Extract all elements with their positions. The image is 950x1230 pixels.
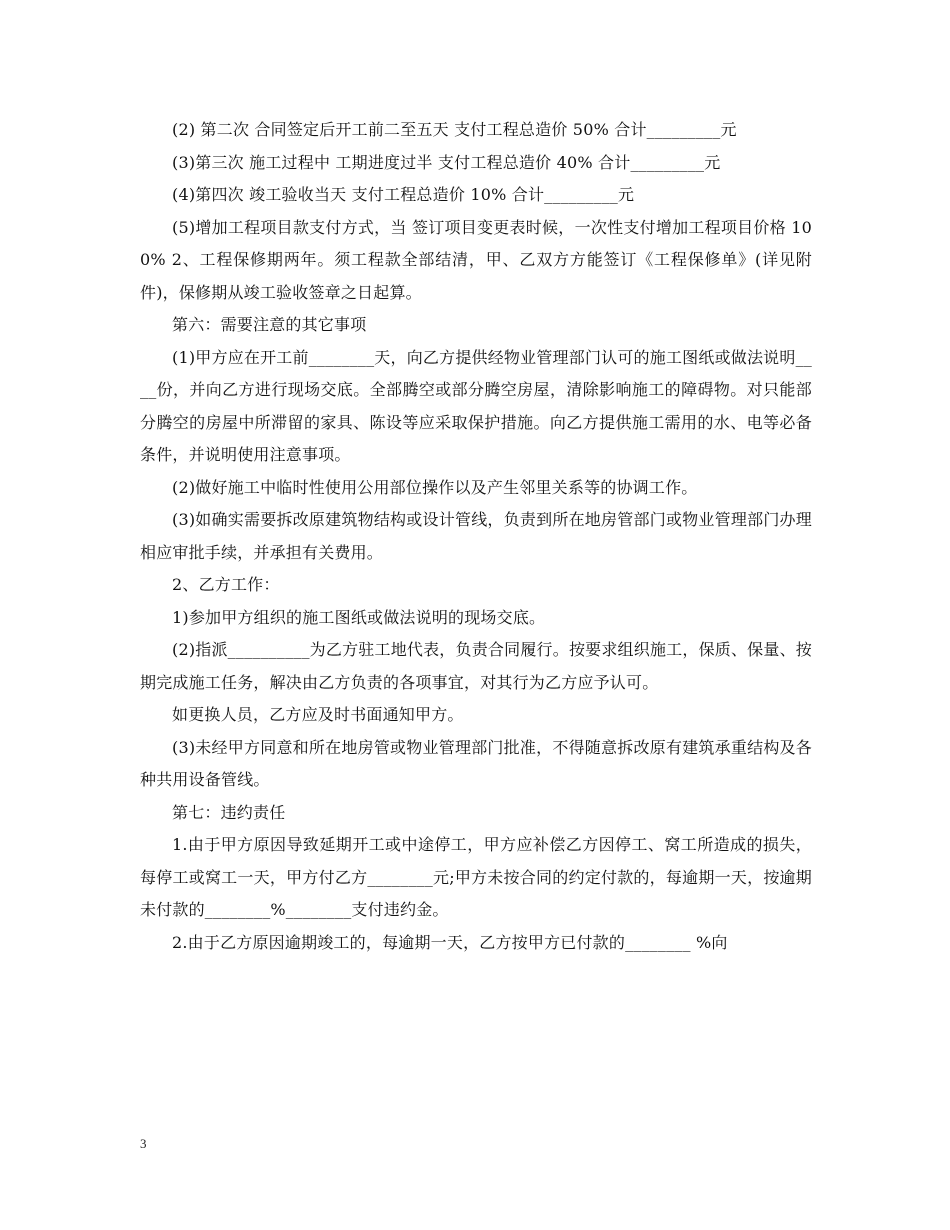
paragraph-party-a-duty-1: (1)甲方应在开工前________天，向乙方提供经物业管理部门认可的施工图纸或做法说明____份，并向乙方进行现场交底。全部腾空或部分腾空房屋，清除影响施工的障碍物。对只能部分腾空的房屋中所滞留的家具、陈设等应采取保护措施。向乙方提供施工需用的水、电等必备条件，并说明使用注意事项。 (140, 347, 812, 464)
paragraph-payment-third: (3)第三次 施工过程中 工期进度过半 支付工程总造价 40% 合计_________元 (172, 152, 721, 172)
paragraph-payment-additional: (5)增加工程项目款支付方式，当 签订项目变更表时候，一次性支付增加工程项目价格 100% 2、工程保修期两年。须工程款全部结清，甲、乙双方方能签订《工程保修单》(详见附件)，保修期从竣工验收签章之日起算。 (140, 217, 812, 302)
paragraph-party-b-duty-3: (3)未经甲方同意和所在地房管或物业管理部门批准，不得随意拆改原有建筑承重结构及各种共用设备管线。 (140, 737, 812, 789)
paragraph-payment-second: (2) 第二次 合同签定后开工前二至五天 支付工程总造价 50% 合计_________元 (172, 120, 737, 139)
document-body (140, 114, 812, 959)
paragraph-personnel-change: 如更换人员，乙方应及时书面通知甲方。 (172, 705, 464, 724)
paragraph-breach-2: 2.由于乙方原因逾期竣工的，每逾期一天，乙方按甲方已付款的________ %向 (172, 932, 728, 952)
section-heading-seven: 第七：违约责任 (172, 802, 286, 822)
paragraph-party-a-duty-2: (2)做好施工中临时性使用公用部位操作以及产生邻里关系等的协调工作。 (172, 477, 698, 497)
paragraph-breach-1: 1.由于甲方原因导致延期开工或中途停工，甲方应补偿乙方因停工、窝工所造成的损失，每停工或窝工一天，甲方付乙方________元;甲方未按合同的约定付款的，每逾期一天，按逾期未付款的________%________支付违约金。 (140, 835, 812, 919)
paragraph-party-b-duty-1: 1)参加甲方组织的施工图纸或做法说明的现场交底。 (172, 607, 546, 627)
page-number: 3 (140, 1136, 147, 1151)
paragraph-party-b-duty-2: (2)指派__________为乙方驻工地代表，负责合同履行。按要求组织施工，保质、保量、按期完成施工任务，解决由乙方负责的各项事宜，对其行为乙方应予认可。 (140, 640, 812, 692)
section-heading-six: 第六：需要注意的其它事项 (172, 315, 367, 334)
paragraph-payment-fourth: (4)第四次 竣工验收当天 支付工程总造价 10% 合计_________元 (172, 185, 635, 204)
paragraph-party-a-duty-3: (3)如确实需要拆改原建筑物结构或设计管线，负责到所在地房管部门或物业管理部门办理相应审批手续，并承担有关费用。 (140, 510, 812, 562)
subheading-party-b-work: 2、乙方工作： (172, 575, 280, 594)
